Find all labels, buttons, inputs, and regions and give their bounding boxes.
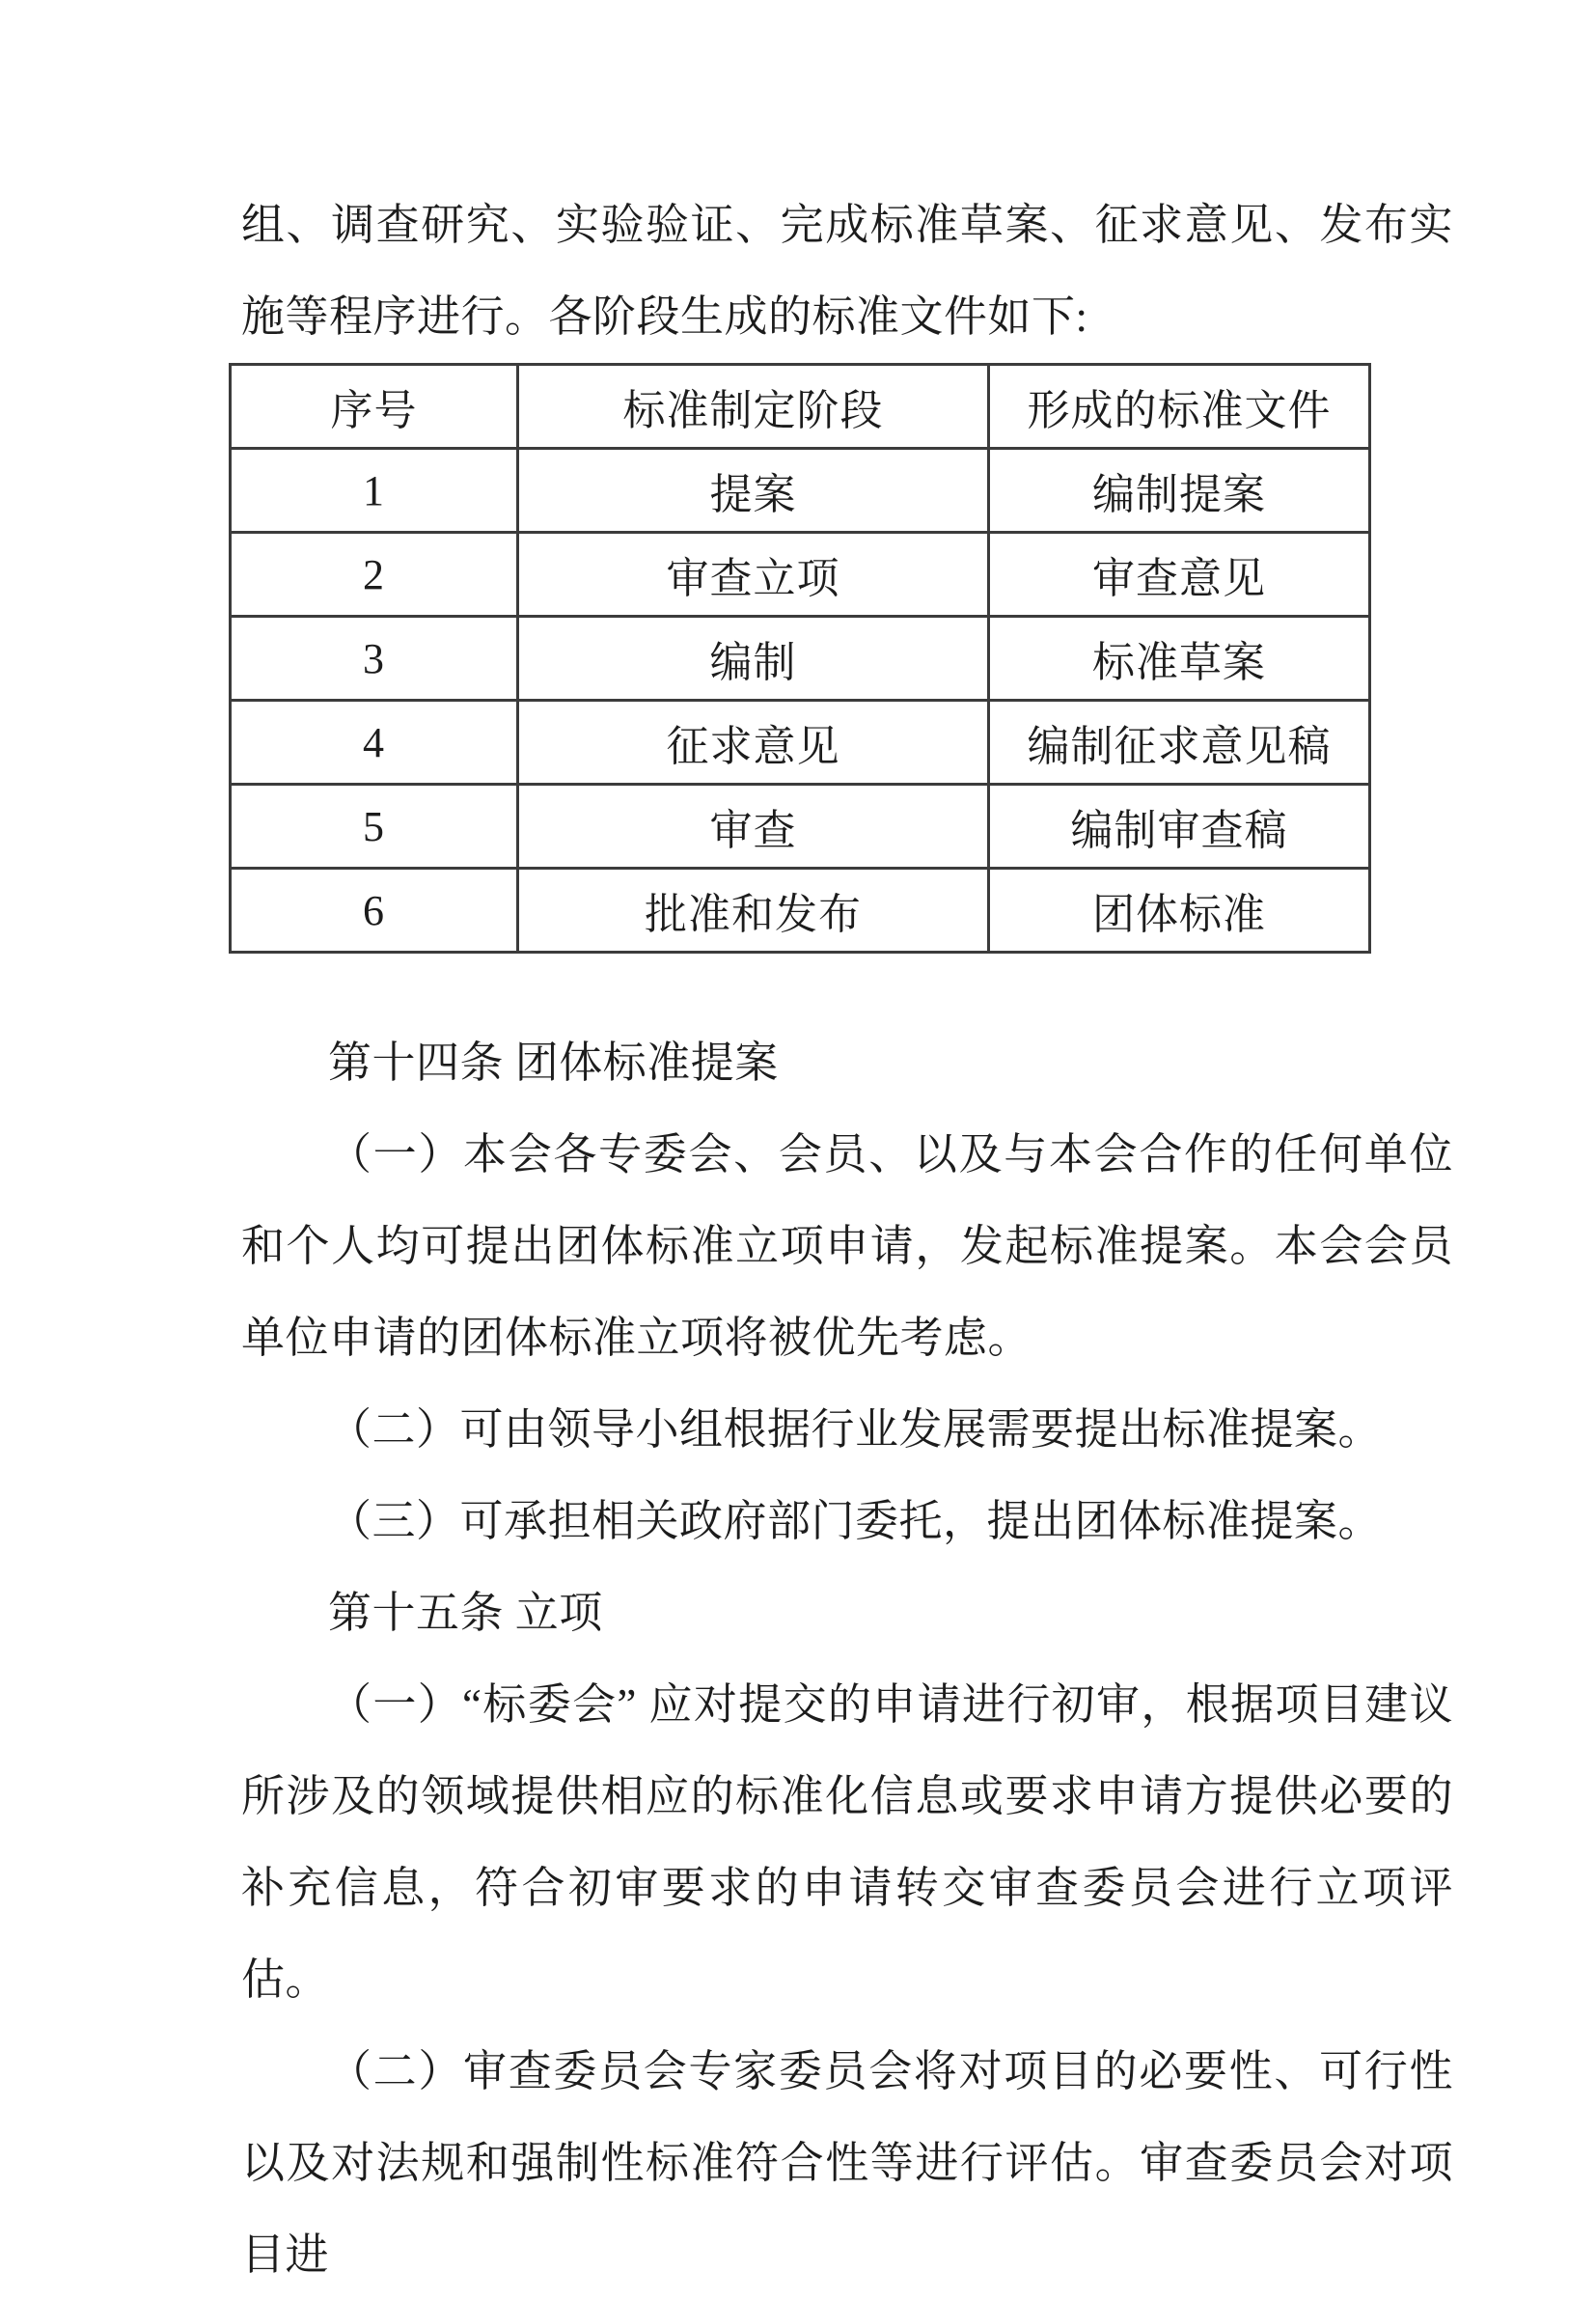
- standard-stages-table: [229, 363, 1371, 954]
- table-cell-file: 团体标准: [989, 869, 1370, 953]
- table-cell-file: 标准草案: [989, 617, 1370, 701]
- article-15-item-1: （一）“标委会” 应对提交的申请进行初审，根据项目建议所涉及的领域提供相应的标准化信息或要求申请方提供必要的补充信息，符合初审要求的申请转交审查委员会进行立项评估。: [241, 1680, 1453, 2004]
- article-14-item-2: （二）可由领导小组根据行业发展需要提出标准提案。: [328, 1405, 1383, 1454]
- table-cell-number: 3: [231, 617, 518, 701]
- table-header-cell-number: 序号: [231, 365, 518, 449]
- table-cell-stage: 提案: [518, 449, 989, 533]
- table-row: [231, 785, 1370, 869]
- article-15-title: 第十五条 立项: [328, 1589, 603, 1637]
- table-header-cell-stage: 标准制定阶段: [518, 365, 989, 449]
- table-cell-number: 5: [231, 785, 518, 869]
- article-14-title: 第十四条 团体标准提案: [328, 1039, 779, 1087]
- table-row: [231, 617, 1370, 701]
- table-cell-file: 编制征求意见稿: [989, 701, 1370, 785]
- table-row: [231, 701, 1370, 785]
- table-cell-stage: 审查立项: [518, 533, 989, 617]
- article-14-item-1: （一）本会各专委会、会员、以及与本会合作的任何单位和个人均可提出团体标准立项申请，发起标准提案。本会会员单位申请的团体标准立项将被优先考虑。: [241, 1130, 1453, 1362]
- intro-paragraph: 组、调查研究、实验验证、完成标准草案、征求意见、发布实施等程序进行。各阶段生成的标准文件如下:: [241, 201, 1453, 341]
- table-row: [231, 449, 1370, 533]
- article-14-item-3: （三）可承担相关政府部门委托，提出团体标准提案。: [328, 1497, 1383, 1545]
- table-cell-number: 6: [231, 869, 518, 953]
- table-cell-stage: 编制: [518, 617, 989, 701]
- table-cell-stage: 批准和发布: [518, 869, 989, 953]
- table-cell-file: 编制审查稿: [989, 785, 1370, 869]
- table-header-cell-file: 形成的标准文件: [989, 365, 1370, 449]
- table-cell-stage: 征求意见: [518, 701, 989, 785]
- table-cell-file: 审查意见: [989, 533, 1370, 617]
- table-cell-number: 2: [231, 533, 518, 617]
- table-cell-number: 1: [231, 449, 518, 533]
- table-cell-file: 编制提案: [989, 449, 1370, 533]
- article-15-item-2: （二）审查委员会专家委员会将对项目的必要性、可行性以及对法规和强制性标准符合性等进行评估。审查委员会对项目进: [241, 2047, 1453, 2279]
- table-row: [231, 869, 1370, 953]
- table-cell-number: 4: [231, 701, 518, 785]
- table-row: [231, 533, 1370, 617]
- table-cell-stage: 审查: [518, 785, 989, 869]
- table-header-row: [231, 365, 1370, 449]
